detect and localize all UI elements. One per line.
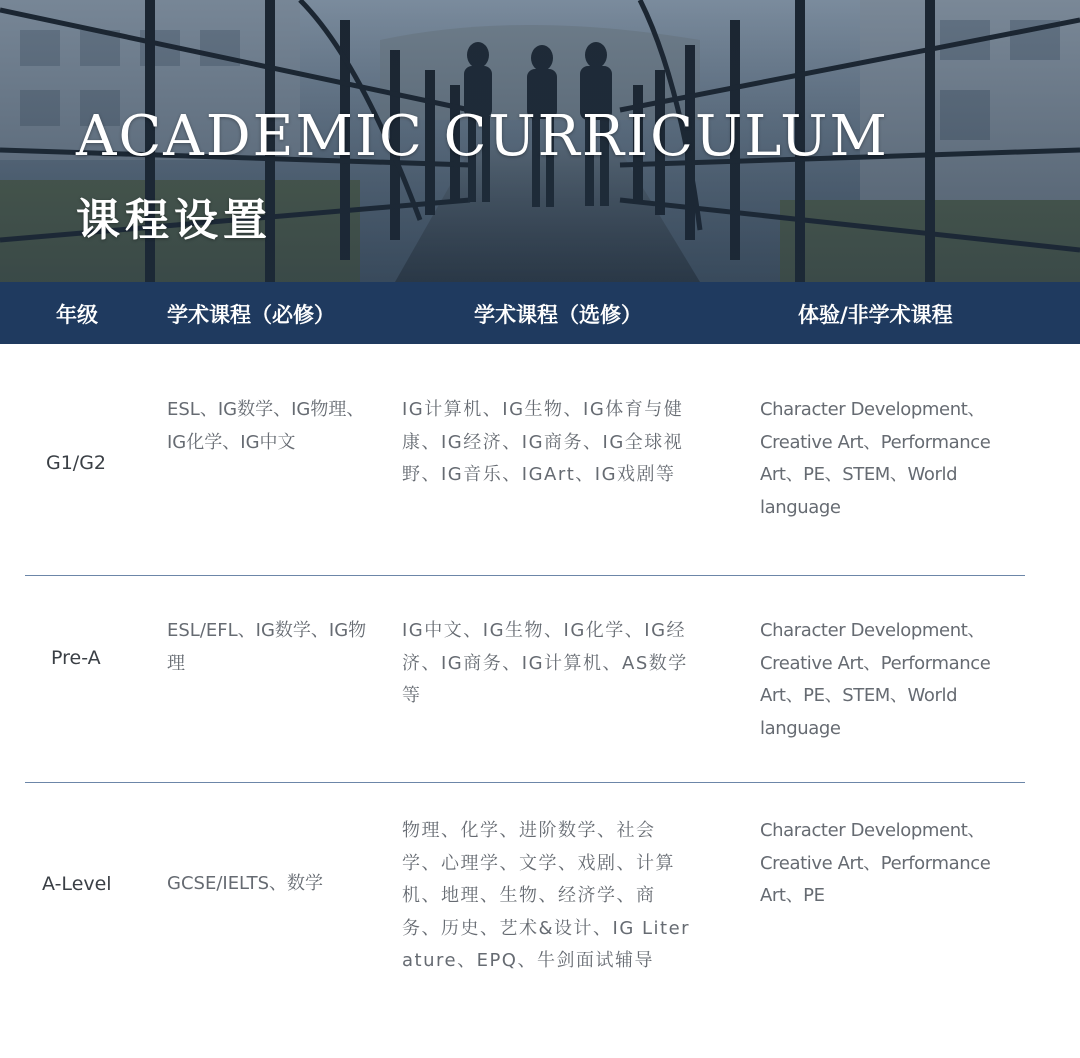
row-divider — [25, 575, 1025, 576]
elective-courses-cell: IG计算机、IG生物、IG体育与健康、IG经济、IG商务、IG全球视野、IG音乐、IGArt、IG戏剧等 — [402, 399, 684, 485]
experiential-courses-cell: Character Development、Creative Art、Performance Art、PE、STEM、World language — [760, 620, 991, 739]
experiential-courses-cell: Character Development、Creative Art、Performance Art、PE — [760, 820, 991, 906]
required-courses-cell: ESL、IG数学、IG物理、IG化学、IG中文 — [167, 399, 365, 453]
grade-cell: G1/G2 — [46, 452, 107, 474]
hero-banner — [0, 0, 1080, 282]
row-divider — [25, 782, 1025, 783]
grade-cell: A-Level — [42, 873, 112, 895]
page-title-chinese: 课程设置 — [76, 195, 272, 246]
page-title-english: ACADEMIC CURRICULUM — [76, 104, 889, 169]
elective-courses-cell: IG中文、IG生物、IG化学、IG经济、IG商务、IG计算机、AS数学等 — [402, 620, 688, 706]
table-header — [0, 282, 1080, 344]
grade-cell: Pre-A — [51, 647, 101, 669]
column-header-required: 学术课程（必修） — [167, 303, 335, 327]
required-courses-cell: GCSE/IELTS、数学 — [167, 873, 324, 894]
column-header-grade: 年级 — [56, 303, 98, 327]
required-courses-cell: ESL/EFL、IG数学、IG物理 — [167, 620, 367, 674]
elective-courses-cell: 物理、化学、进阶数学、社会学、心理学、文学、戏剧、计算机、地理、生物、经济学、商务、历史、艺术&设计、IG Literature、EPQ、牛剑面试辅导 — [402, 820, 691, 971]
experiential-courses-cell: Character Development、Creative Art、Performance Art、PE、STEM、World language — [760, 399, 991, 518]
column-header-elective: 学术课程（选修） — [474, 303, 642, 327]
column-header-experiential: 体验/非学术课程 — [798, 303, 953, 327]
